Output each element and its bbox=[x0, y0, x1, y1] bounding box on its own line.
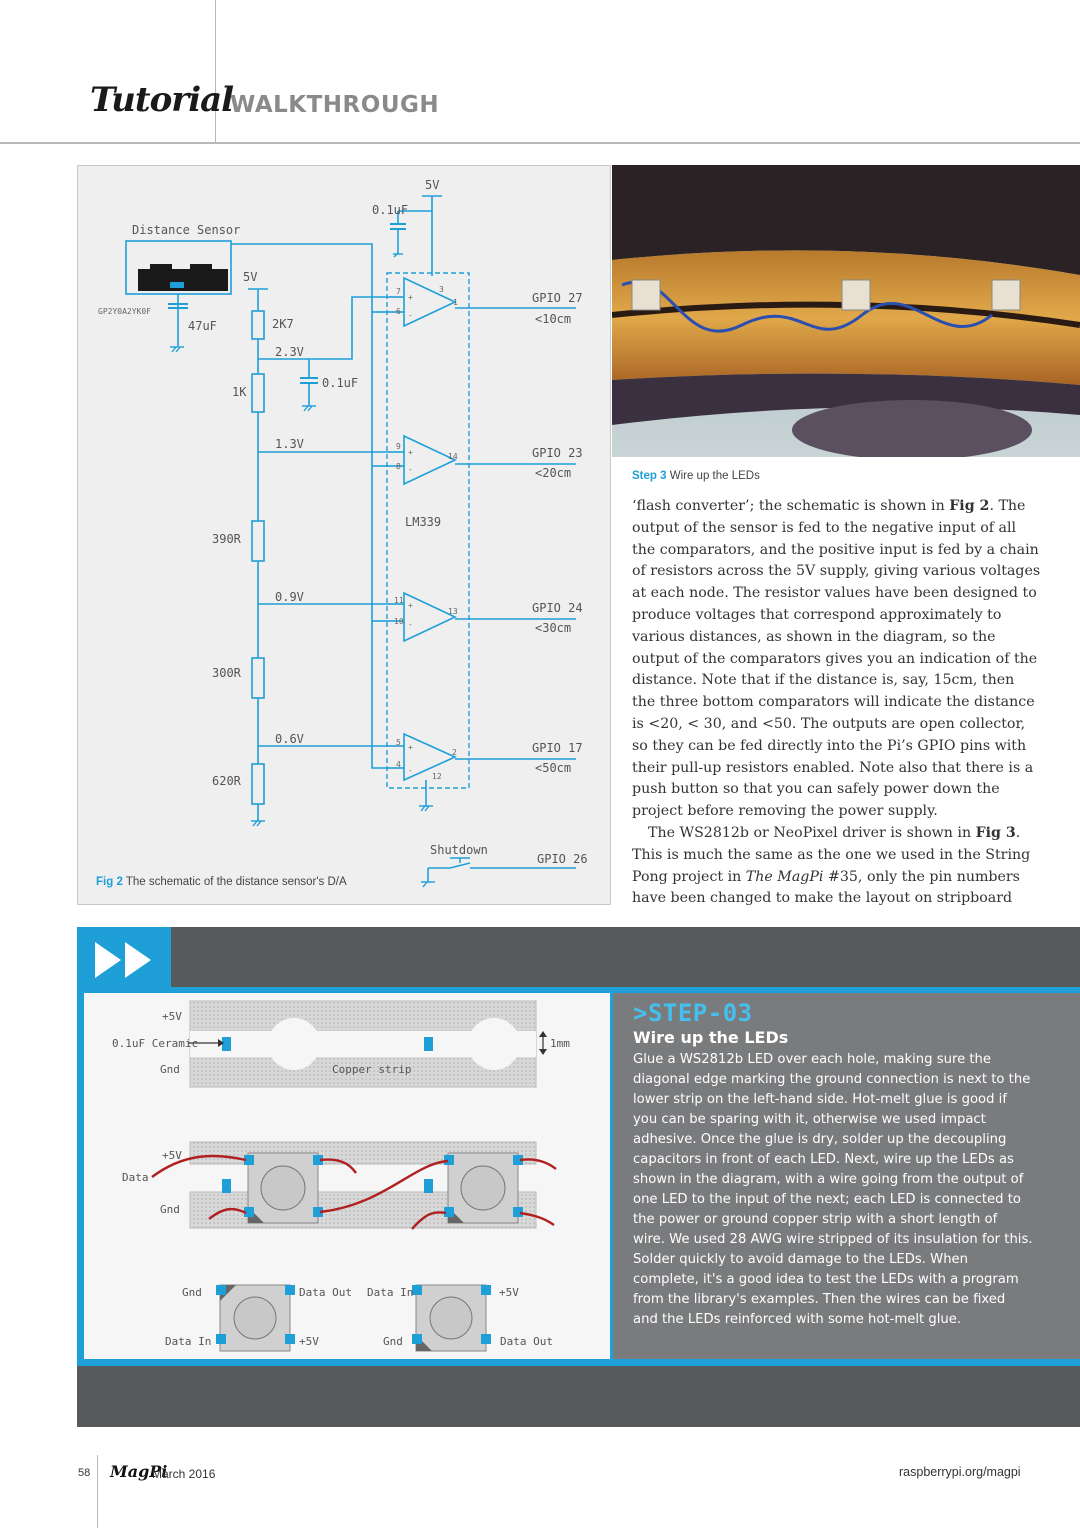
label-sensor-part: GP2Y0A2YK0F bbox=[98, 307, 151, 316]
top-gnd-label: Gnd bbox=[160, 1063, 180, 1076]
pin-3: 3 bbox=[439, 285, 444, 294]
pin-4: 4 bbox=[396, 760, 401, 769]
pin-12: 12 bbox=[432, 772, 442, 781]
step03-panel bbox=[613, 993, 1080, 1359]
paragraph-1: ‘flash converter’; the schematic is shown in Fig 2. The output of the sensor is fed to the negative input of all the comparators, and the positive input is fed by a chain of resistors across the 5V supply, giving various voltages at each node. The resistor values have been designed to produce voltages that correspond approximately to various distances, as shown in the diagram, so the output of the comparators gives you an indication of the distance. Note that if the distance is, say, 15cm, then the three bottom comparators will indicate the distance is <20, < 30, and <50. The outputs are open collector, so they can be fed directly into the Pi’s GPIO pins with their pull-up resistors enabled. Note also that there is a push button so that you can safely power down the project before removing the power supply. bbox=[632, 498, 1041, 820]
label-47uf: 47uF bbox=[188, 319, 217, 333]
label-390r: 390R bbox=[212, 532, 241, 546]
label-0v6: 0.6V bbox=[275, 732, 304, 746]
paragraph-2: The WS2812b or NeoPixel driver is shown in Fig 3. This is much the same as the one we used in the String Pong project in The MagPi #35, only the pin numbers have been changed to make the layout on stripboard bbox=[632, 824, 1031, 907]
category-label: WALKTHROUGH bbox=[230, 92, 440, 118]
pin-7: 7 bbox=[396, 287, 401, 296]
label-gpio17: GPIO 17 bbox=[532, 741, 583, 755]
step03-subtitle: Wire up the LEDs bbox=[633, 1028, 789, 1047]
label-gpio23: GPIO 23 bbox=[532, 446, 583, 460]
issue-date: March 2016 bbox=[152, 1467, 216, 1481]
section-title: Tutorial bbox=[90, 80, 234, 120]
pin-6: 6 bbox=[396, 307, 401, 316]
led1-bl: Data In bbox=[165, 1335, 212, 1348]
fast-forward-icon bbox=[95, 940, 155, 985]
label-300r: 300R bbox=[212, 666, 241, 680]
label-shutdown: Shutdown bbox=[430, 843, 488, 857]
copper-strip-label: Copper strip bbox=[332, 1063, 412, 1076]
label-d20: <20cm bbox=[535, 466, 572, 480]
led1-br: +5V bbox=[299, 1335, 319, 1348]
mid-gnd-label: Gnd bbox=[160, 1203, 180, 1216]
led-wiring-diagram bbox=[84, 993, 610, 1359]
cap-label: 0.1uF Ceramic bbox=[112, 1037, 199, 1050]
pin-minus-3: - bbox=[408, 620, 413, 629]
label-gpio26: GPIO 26 bbox=[537, 852, 588, 866]
label-d30: <30cm bbox=[535, 621, 572, 635]
label-5v-div: 5V bbox=[243, 270, 258, 284]
label-cap-top: 0.1uF bbox=[372, 203, 409, 217]
label-620r: 620R bbox=[212, 774, 241, 788]
label-1v3: 1.3V bbox=[275, 437, 304, 451]
page-number: 58 bbox=[78, 1467, 91, 1479]
pin-1: 1 bbox=[453, 298, 458, 307]
pin-2: 2 bbox=[452, 748, 457, 757]
led2-br: Data Out bbox=[500, 1335, 553, 1348]
pin-plus-3: + bbox=[408, 601, 413, 610]
label-lm339: LM339 bbox=[405, 515, 442, 529]
pin-14: 14 bbox=[448, 452, 458, 461]
mid-5v-label: +5V bbox=[162, 1149, 182, 1162]
schematic-svg bbox=[78, 166, 612, 906]
led1-tr: Data Out bbox=[299, 1286, 352, 1299]
label-sensor: Distance Sensor bbox=[132, 223, 241, 237]
step03-title: >STEP-03 bbox=[633, 999, 753, 1027]
mm-label: 1mm bbox=[550, 1037, 570, 1050]
mid-data-label: Data bbox=[122, 1171, 149, 1184]
pin-plus-4: + bbox=[408, 743, 413, 752]
label-2k7: 2K7 bbox=[272, 317, 294, 331]
label-1k: 1K bbox=[232, 385, 247, 399]
middle-stripboard bbox=[190, 1142, 536, 1228]
fig2-caption: Fig 2 The schematic of the distance sensor's D/A bbox=[96, 876, 347, 888]
label-d10: <10cm bbox=[535, 312, 572, 326]
pin-9: 9 bbox=[396, 442, 401, 451]
pin-minus-2: - bbox=[408, 465, 413, 474]
pin-minus-1: - bbox=[408, 311, 413, 320]
fig2-schematic bbox=[77, 165, 611, 905]
pin-10: 10 bbox=[394, 617, 404, 626]
led2-tl: Data In bbox=[367, 1286, 414, 1299]
led-strip-photo bbox=[612, 165, 1080, 457]
led2-tr: +5V bbox=[499, 1286, 519, 1299]
header-divider bbox=[215, 0, 216, 142]
footer-divider bbox=[97, 1455, 98, 1528]
article-body bbox=[632, 496, 1042, 910]
led-pinout-1 bbox=[216, 1285, 295, 1351]
step3-photo-caption: Step 3 Wire up the LEDs bbox=[632, 470, 760, 482]
pin-11: 11 bbox=[394, 596, 404, 605]
label-5v-top: 5V bbox=[425, 178, 440, 192]
pin-minus-4: - bbox=[408, 766, 413, 775]
footer-url[interactable]: raspberrypi.org/magpi bbox=[899, 1465, 1021, 1479]
pin-13: 13 bbox=[448, 607, 458, 616]
pin-plus-2: + bbox=[408, 448, 413, 457]
label-cap-mid: 0.1uF bbox=[322, 376, 359, 390]
step03-body: Glue a WS2812b LED over each hole, making sure the diagonal edge marking the ground connection is next to the lower strip on the left-hand side. Hot-melt glue is good if you can be sparing with it, otherwise we used impact adhesive. Once the glue is dry, solder up the decoupling capacitors in front of each LED. Next, wire up the LEDs as shown in the diagram, with a wire going from the output of one LED to the input of the next; each LED is connected to the power or ground copper strip with a short length of wire. We used 28 AWG wire stripped of its insulation for this. Solder quickly to avoid damage to the LEDs. When complete, it's a good idea to test the LEDs with a program from the library's examples. Then the wires can be fixed and the LEDs reinforced with some hot-melt glue. bbox=[633, 1052, 1033, 1327]
top-5v-label: +5V bbox=[162, 1010, 182, 1023]
lm339-outline bbox=[387, 273, 469, 788]
led2-bl: Gnd bbox=[383, 1335, 403, 1348]
pin-5: 5 bbox=[396, 738, 401, 747]
header-rule bbox=[0, 142, 1080, 144]
label-gpio27: GPIO 27 bbox=[532, 291, 583, 305]
label-d50: <50cm bbox=[535, 761, 572, 775]
label-2v3: 2.3V bbox=[275, 345, 304, 359]
label-0v9: 0.9V bbox=[275, 590, 304, 604]
label-gpio24: GPIO 24 bbox=[532, 601, 583, 615]
pin-8: 8 bbox=[396, 462, 401, 471]
led1-tl: Gnd bbox=[182, 1286, 202, 1299]
led-pinout-2 bbox=[412, 1285, 491, 1351]
magpi-logo: MagPi bbox=[110, 1462, 168, 1481]
pin-plus-1: + bbox=[408, 293, 413, 302]
